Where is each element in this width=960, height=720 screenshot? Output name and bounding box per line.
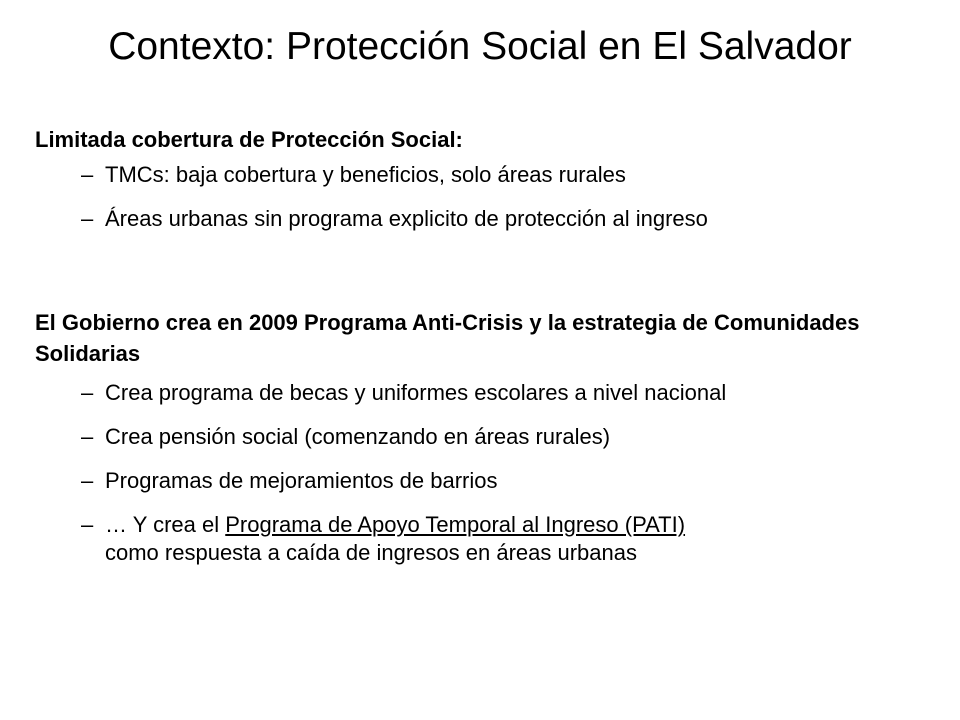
list-item: [35, 205, 935, 233]
section-heading: El Gobierno crea en 2009 Programa Anti-Crisis y la estrategia de Comunidades Solidarias: [35, 310, 860, 366]
list-item-text: Programas de mejoramientos de barrios: [105, 468, 498, 493]
pati-suffix: como respuesta a caída de ingresos en áreas urbanas: [105, 540, 637, 565]
list-item: [35, 423, 935, 451]
list-item: [35, 161, 935, 189]
dash-bullet-icon: –: [81, 512, 94, 537]
dash-bullet-icon: –: [81, 424, 94, 449]
list-item-text: Crea pensión social (comenzando en áreas rurales): [105, 424, 611, 449]
dash-bullet-icon: –: [81, 206, 94, 231]
pati-prefix: … Y crea el: [105, 512, 226, 537]
list-item-text: [105, 511, 935, 567]
section-limited-coverage: [35, 124, 935, 249]
list-item: [35, 379, 935, 407]
dash-bullet-icon: –: [81, 380, 94, 405]
dash-bullet-icon: –: [81, 162, 94, 187]
dash-bullet-icon: –: [81, 468, 94, 493]
list-item-pati: [35, 511, 935, 567]
section-anti-crisis: [35, 307, 935, 583]
bullet-list: [35, 161, 935, 233]
list-item-text: TMCs: baja cobertura y beneficios, solo áreas rurales: [105, 162, 626, 187]
list-item-text: Áreas urbanas sin programa explicito de protección al ingreso: [105, 206, 708, 231]
list-item: [35, 467, 935, 495]
list-item-text: Crea programa de becas y uniformes escolares a nivel nacional: [105, 380, 727, 405]
pati-program-name: Programa de Apoyo Temporal al Ingreso (PATI): [225, 512, 686, 537]
section-heading: Limitada cobertura de Protección Social:: [35, 127, 463, 152]
bullet-list: [35, 379, 935, 567]
slide-title: Contexto: Protección Social en El Salvador: [108, 25, 852, 68]
